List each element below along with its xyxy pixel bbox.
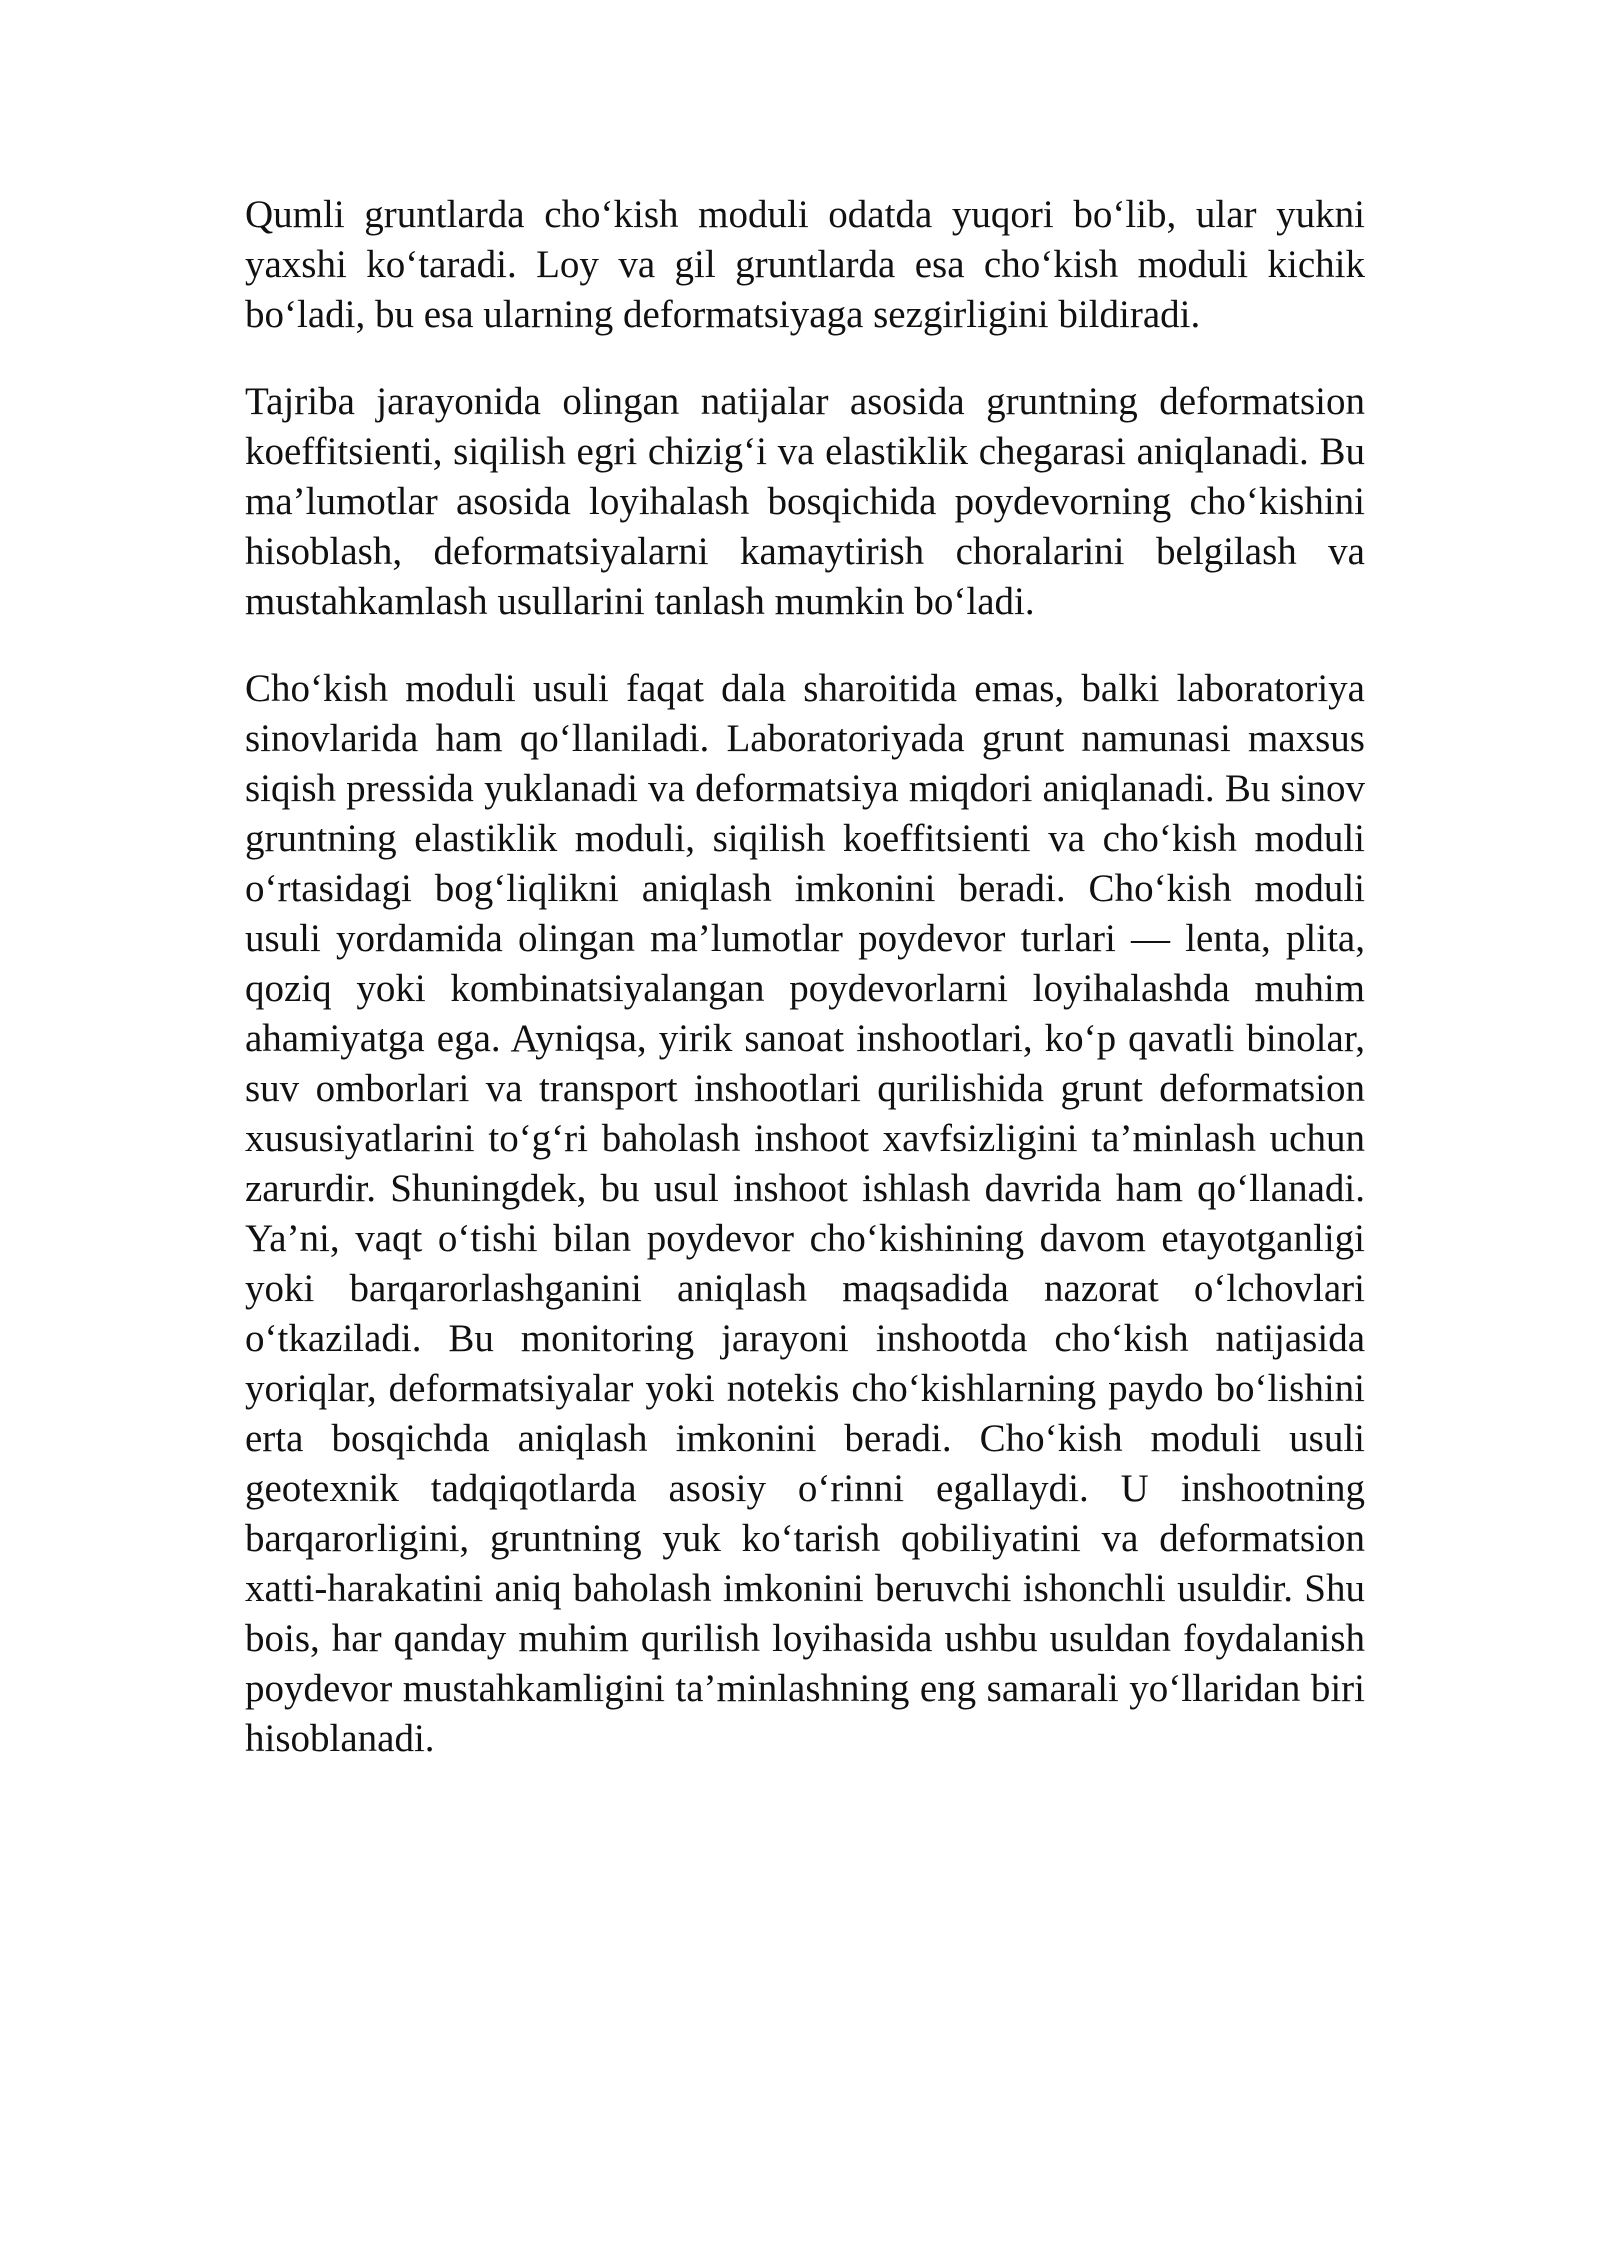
- body-text: [245, 190, 1365, 1764]
- paragraph-1: Qumli gruntlarda cho‘kish moduli odatda yuqori bo‘lib, ular yukni yaxshi ko‘taradi. Loy va gil gruntlarda esa cho‘kish moduli kichik bo‘ladi, bu esa ularning deformatsiyaga sezgirligini bildiradi.: [245, 193, 1365, 336]
- paragraph-3: Cho‘kish moduli usuli faqat dala sharoitida emas, balki laboratoriya sinovlarida ham qo‘llaniladi. Laboratoriyada grunt namunasi maxsus siqish pressida yuklanadi va deformatsiya miqdori aniqlanadi. Bu sinov gruntning elastiklik moduli, siqilish koeffitsienti va cho‘kish moduli o‘rtasidagi bog‘liqlikni aniqlash imkonini beradi. Cho‘kish moduli usuli yordamida olingan ma’lumotlar poydevor turlari — lenta, plita, qoziq yoki kombinatsiyalangan poydevorlarni loyihalashda muhim ahamiyatga ega. Ayniqsa, yirik sanoat inshootlari, ko‘p qavatli binolar, suv omborlari va transport inshootlari qurilishida grunt deformatsion xususiyatlarini to‘g‘ri baholash inshoot xavfsizligini ta’minlash uchun zarurdir. Shuningdek, bu usul inshoot ishlash davrida ham qo‘llanadi. Ya’ni, vaqt o‘tishi bilan poydevor cho‘kishining davom etayotganligi yoki barqarorlashganini aniqlash maqsadida nazorat o‘lchovlari o‘tkaziladi. Bu monitoring jarayoni inshootda cho‘kish natijasida yoriqlar, deformatsiyalar yoki notekis cho‘kishlarning paydo bo‘lishini erta bosqichda aniqlash imkonini beradi. Cho‘kish moduli usuli geotexnik tadqiqotlarda asosiy o‘rinni egallaydi. U inshootning barqarorligini, gruntning yuk ko‘tarish qobiliyatini va deformatsion xatti-harakatini aniq baholash imkonini beruvchi ishonchli usuldir. Shu bois, har qanday muhim qurilish loyihasida ushbu usuldan foydalanish poydevor mustahkamligini ta’minlashning eng samarali yo‘llaridan biri hisoblanadi.: [245, 667, 1365, 1760]
- paragraph-2: Tajriba jarayonida olingan natijalar asosida gruntning deformatsion koeffitsienti, siqilish egri chizig‘i va elastiklik chegarasi aniqlanadi. Bu ma’lumotlar asosida loyihalash bosqichida poydevorning cho‘kishini hisoblash, deformatsiyalarni kamaytirish choralarini belgilash va mustahkamlash usullarini tanlash mumkin bo‘ladi.: [245, 380, 1365, 623]
